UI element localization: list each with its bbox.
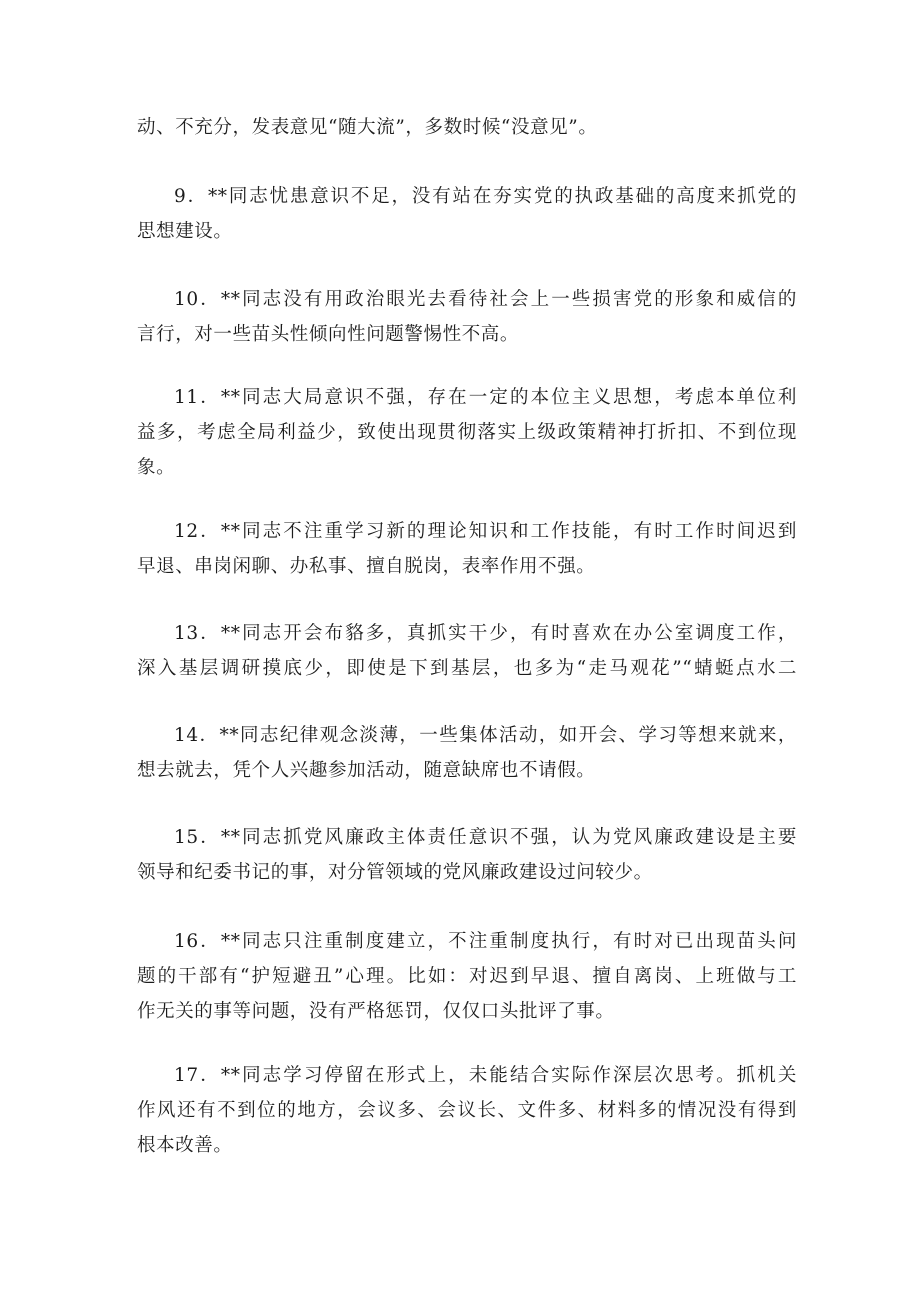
paragraph-line: 动、不充分，发表意见“随大流”，多数时候“没意见”。 xyxy=(137,117,598,138)
paragraph-item-9 xyxy=(137,179,797,249)
paragraph-item-13 xyxy=(137,616,797,686)
paragraph-item-10 xyxy=(137,282,797,352)
paragraph-line: 领导和纪委书记的事，对分管领域的党风廉政建设过问较少。 xyxy=(137,862,653,883)
paragraph-continuation xyxy=(137,110,797,145)
paragraph-line: 16．**同志只注重制度建立，不注重制度执行，有时对已出现苗头问 xyxy=(174,931,797,952)
paragraph-line: 13．**同志开会布貉多，真抓实干少，有时喜欢在办公室调度工作， xyxy=(174,623,797,644)
paragraph-line: 作风还有不到位的地方，会议多、会议长、文件多、材料多的情况没有得到 xyxy=(137,1100,797,1121)
paragraph-line: 12．**同志不注重学习新的理论知识和工作技能，有时工作时间迟到 xyxy=(174,521,797,542)
paragraph-line: 思想建设。 xyxy=(137,221,233,242)
paragraph-line: 10．**同志没有用政治眼光去看待社会上一些损害党的形象和威信的 xyxy=(174,289,797,310)
paragraph-line: 根本改善。 xyxy=(137,1135,233,1156)
paragraph-line: 早退、串岗闲聊、办私事、擅自脱岗，表率作用不强。 xyxy=(137,556,596,577)
paragraph-line: 14．**同志纪律观念淡薄，一些集体活动，如开会、学习等想来就来， xyxy=(174,725,797,746)
paragraph-line: 11．**同志大局意识不强，存在一定的本位主义思想，考虑本单位利 xyxy=(174,387,797,408)
paragraph-line: 想去就去，凭个人兴趣参加活动，随意缺席也不请假。 xyxy=(137,760,596,781)
paragraph-line: 9．**同志忧患意识不足，没有站在夯实党的执政基础的高度来抓党的 xyxy=(174,186,797,207)
paragraph-line: 言行，对一些苗头性倾向性问题警惕性不高。 xyxy=(137,324,520,345)
paragraph-item-12 xyxy=(137,514,797,584)
paragraph-line: 作无关的事等问题，没有严格惩罚，仅仅口头批评了事。 xyxy=(137,1001,615,1022)
paragraph-line: 17．**同志学习停留在形式上，未能结合实际作深层次思考。抓机关 xyxy=(174,1065,797,1086)
paragraph-item-16 xyxy=(137,924,797,1029)
paragraph-item-14 xyxy=(137,718,797,788)
paragraph-line: 题的干部有“护短避丑”心理。比如：对迟到早退、擅自离岗、上班做与工 xyxy=(137,966,797,987)
paragraph-line: 深入基层调研摸底少，即使是下到基层，也多为“走马观花”“蜻蜓点水二 xyxy=(137,658,797,679)
paragraph-item-15 xyxy=(137,820,797,890)
paragraph-line: 象。 xyxy=(137,457,176,478)
paragraph-line: 益多，考虑全局利益少，致使出现贯彻落实上级政策精神打折扣、不到位现 xyxy=(137,422,797,443)
paragraph-item-11 xyxy=(137,380,797,485)
paragraph-line: 15．**同志抓党风廉政主体责任意识不强，认为党风廉政建设是主要 xyxy=(174,827,797,848)
paragraph-item-17 xyxy=(137,1058,797,1163)
